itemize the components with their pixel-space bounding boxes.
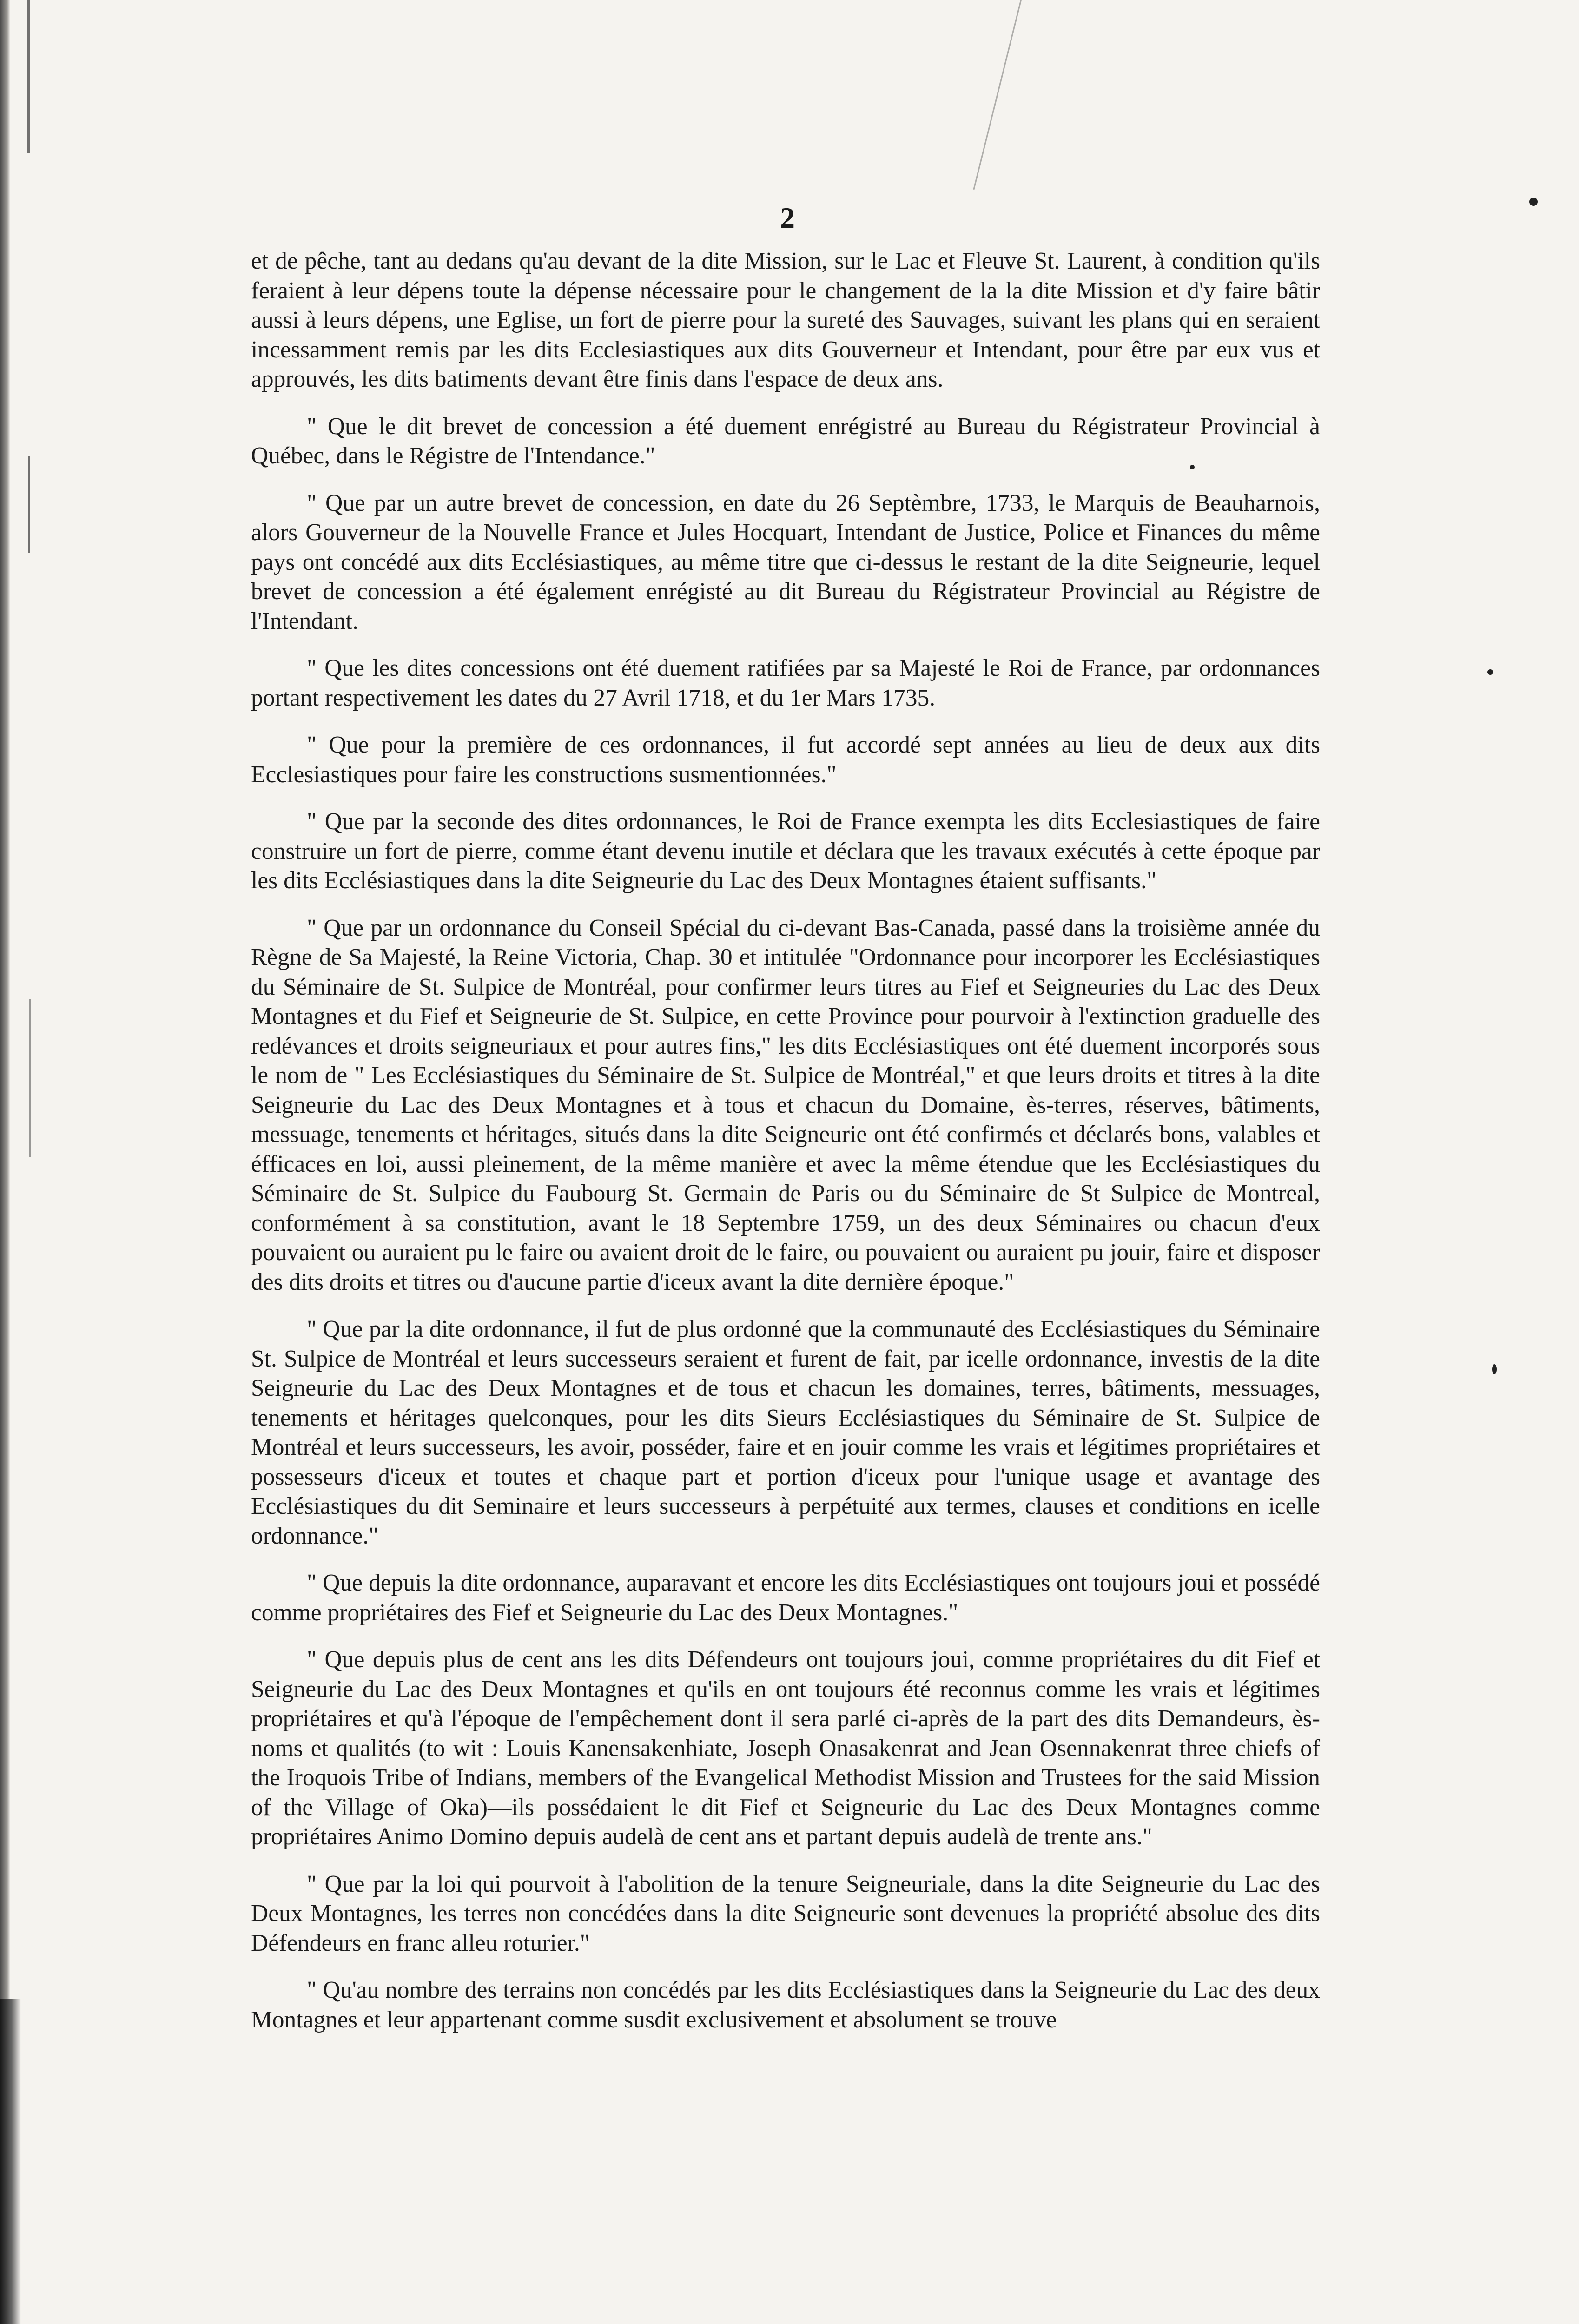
paragraph: " Que par un ordonnance du Conseil Spécial du ci-devant Bas-Canada, passé dans la troisième année du Règne de Sa Majesté, la Reine Victoria, Chap. 30 et intitulée "Ordonnance pour incorporer les Ecclésiastiques du Séminaire de St. Sulpice de Montréal, pour confirmer leurs titres au Fief et Seigneuries du Lac des Deux Montagnes et du Fief et Seigneurie de St. Sulpice, en cette Province pour pourvoir à l'extinction graduelle des redévances et droits seigneuriaux et pour autres fins," les dits Ecclésiastiques ont été duement incorporés sous le nom de " Les Ecclésiastiques du Séminaire de St. Sulpice de Montréal," et que leurs droits et titres à la dite Seigneurie du Lac des Deux Montagnes et à tous et chacun du Domaine, ès-terres, réserves, bâtiments, messuage, tenements et héritages, situés dans la dite Seigneurie ont été confirmés et déclarés bons, valables et éfficaces en loi, aussi pleinement, de la même manière et avec la même étendue que les Ecclésiastiques du Séminaire de St. Sulpice du Faubourg St. Germain de Paris ou du Séminaire de St Sulpice de Montreal, conformément à sa constitution, avant le 18 Septembre 1759, un des deux Séminaires ou chacun d'eux pouvaient ou auraient pu le faire ou avaient droit de le faire, ou pouvaient ou auraient pu jouir, faire et disposer des dits droits et titres ou d'aucune partie d'iceux avant la dite dernière époque." (251, 914, 1320, 1295)
paragraph: " Que le dit brevet de concession a été duement enrégistré au Bureau du Régistrateur Provincial à Québec, dans le Régistre de l'Intendance." (251, 413, 1320, 469)
paragraph: " Que depuis plus de cent ans les dits Défendeurs ont toujours joui, comme propriétaires du dit Fief et Seigneurie du Lac des Deux Montagnes et qu'ils en ont toujours été reconnus comme les vrais et légitimes propriétaires et qu'à l'époque de l'empêchement dont il sera parlé ci-après de la part des dits Demandeurs, ès-noms et qualités (to wit : Louis Kanensakenhiate, Joseph Onasakenrat and Jean Osennakenrat three chiefs of the Iroquois Tribe of Indians, members of the Evangelical Methodist Mission and Trustees for the said Mission of the Village of Oka)—ils possédaient le dit Fief et Seigneurie du Lac des Deux Montagnes comme propriétaires Animo Domino depuis audelà de cent ans et partant depuis audelà de trente ans." (251, 1646, 1320, 1850)
scan-speck (1487, 669, 1493, 675)
scan-mark (973, 0, 1022, 190)
paragraph: " Que par la seconde des dites ordonnances, le Roi de France exempta les dits Ecclesiastiques de faire construire un fort de pierre, comme étant devenu inutile et déclara que les travaux exécutés à cette époque par les dits Ecclésiastiques dans la dite Seigneurie du Lac des Deux Montagnes étaient suffisants." (251, 808, 1320, 894)
scan-left-edge (0, 0, 10, 2324)
paragraph: et de pêche, tant au dedans qu'au devant de la dite Mission, sur le Lac et Fleuve St. Laurent, à condition qu'ils feraient à leur dépens toute la dépense nécessaire pour le changement de la la dite Mission et d'y faire bâtir aussi à leurs dépens, une Eglise, un fort de pierre pour la sureté des Sauvages, suivant les plans qui en seraient incessamment remis par les dits Ecclesiastiques aux dits Gouverneur et Intendant, pour être par eux vus et approuvés, les dits batiments devant être finis dans l'espace de deux ans. (251, 248, 1320, 392)
scan-left-edge-shadow (0, 1999, 21, 2324)
paragraph: " Que par un autre brevet de concession, en date du 26 Septèmbre, 1733, le Marquis de Beauharnois, alors Gouverneur de la Nouvelle France et Jules Hocquart, Intendant de Justice, Police et Finances du même pays ont concédé aux dits Ecclésiastiques, au même titre que ci-dessus le restant de la dite Seigneurie, lequel brevet de concession a été également enrégisté au dit Bureau du Régistrateur Provincial au Régistre de l'Intendant. (251, 489, 1320, 634)
scan-mark (29, 999, 31, 1157)
paragraph: " Que pour la première de ces ordonnances, il fut accordé sept années au lieu de deux aux dits Ecclesiastiques pour faire les constructions susmentionnées." (251, 732, 1320, 788)
paragraph: " Que les dites concessions ont été duement ratifiées par sa Majesté le Roi de France, par ordonnances portant respectivement les dates du 27 Avril 1718, et du 1er Mars 1735. (251, 655, 1320, 711)
paragraph: " Qu'au nombre des terrains non concédés par les dits Ecclésiastiques dans la Seigneurie du Lac des deux Montagnes et leur appartenant comme susdit exclusivement et absolument se trouve (251, 1977, 1320, 2033)
scan-mark (28, 456, 30, 553)
body-text (251, 246, 1320, 2034)
page-number: 2 (780, 201, 796, 234)
scan-speck (1529, 198, 1538, 206)
paragraph: " Que par la loi qui pourvoit à l'abolition de la tenure Seigneuriale, dans la dite Seigneurie du Lac des Deux Montagnes, les terres non concédées dans la dite Seigneurie sont devenues la propriété absolue des dits Défendeurs en franc alleu roturier." (251, 1870, 1320, 1956)
paragraph: " Que par la dite ordonnance, il fut de plus ordonné que la communauté des Ecclésiastiques du Séminaire St. Sulpice de Montréal et leurs successeurs seraient et furent de fait, par icelle ordonnance, investis de la dite Seigneurie du Lac des Deux Montagnes et de tous et chacun les domaines, terres, bâtiments, messuages, tenements et héritages quelconques, pour les dits Sieurs Ecclésiastiques du Séminaire de St. Sulpice de Montréal et leurs successeurs, les avoir, posséder, faire et en jouir comme les vrais et légitimes propriétaires et possesseurs d'iceux et toutes et chaque part et portion d'iceux pour l'unique usage et avantage des Ecclésiastiques du dit Seminaire et leurs successeurs à perpétuité aux termes, clauses et conditions en icelle ordonnance." (251, 1316, 1320, 1549)
scan-speck (1492, 1364, 1497, 1374)
scan-mark (27, 0, 30, 153)
paragraph: " Que depuis la dite ordonnance, auparavant et encore les dits Ecclésiastiques ont toujours joui et possédé comme propriétaires des Fief et Seigneurie du Lac des Deux Montagnes." (251, 1570, 1320, 1626)
